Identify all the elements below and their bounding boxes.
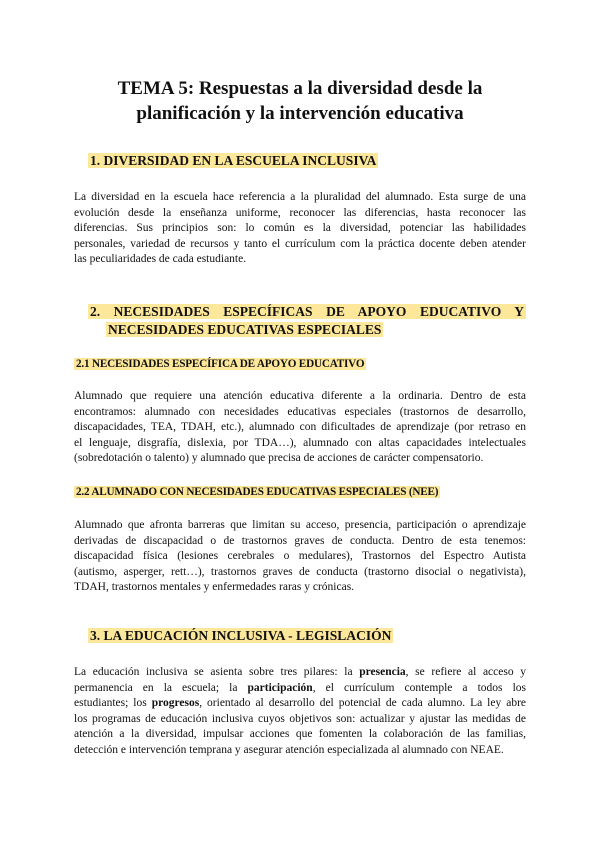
text-run: , el currículum contemple a todos los <box>312 681 526 694</box>
title-line-2: planificación y la intervención educativa <box>136 103 464 124</box>
section-1-heading <box>88 152 378 170</box>
paragraph-line: Alumnado que requiere una atención educativa diferente a la ordinaria. Dentro de esta <box>74 390 526 402</box>
section-2-heading-line-1: 2. NECESIDADES ESPECÍFICAS DE APOYO EDUCATIVO Y <box>90 304 524 319</box>
paragraph-line: (autismo, asperger, rett…), trastornos graves de conducta (trastorno disocial o negativista), <box>74 565 526 578</box>
section-1-paragraph <box>74 190 526 268</box>
section-3-heading-text: 3. LA EDUCACIÓN INCLUSIVA - LEGISLACIÓN <box>90 628 392 643</box>
paragraph-line: La diversidad en la escuela hace referencia a la pluralidad del alumnado. Esta surge de una <box>74 191 526 203</box>
section-3-paragraph <box>74 665 526 758</box>
text-run: La educación inclusiva se asienta sobre tres pilares: la <box>74 666 360 678</box>
paragraph-line <box>74 681 526 697</box>
paragraph-line: personales, variedad de recursos y tanto el currículum com la práctica docente deben atender <box>74 237 526 250</box>
keyword-presencia: presencia <box>359 666 406 678</box>
subsection-2-1-heading <box>74 357 366 372</box>
title-line-1: TEMA 5: Respuestas a la diversidad desde la <box>117 78 483 99</box>
paragraph-line: diferencias. Sus principios son: lo común es la diversidad, potenciar las habilidades <box>74 222 526 234</box>
text-run: , orientado al desarrollo del potencial de cada alumno. La ley abre <box>199 697 526 709</box>
text-run: estudiantes; los <box>74 697 152 709</box>
paragraph-line: derivadas de discapacidad o de trastornos graves de conducta. Dentro de esta tenemos: <box>74 534 526 547</box>
paragraph-line: discapacidades, TEA, TDAH, etc.), alumnado con dificultades de aprendizaje (por retraso en <box>74 421 526 433</box>
text-run: , se refiere al acceso y <box>405 666 526 678</box>
paragraph-line: detección e intervención temprana y asegurar atención especializada al alumnado con NEAE. <box>74 743 504 756</box>
keyword-participacion: participación <box>247 681 313 694</box>
paragraph-line <box>74 665 526 681</box>
paragraph-line: Alumnado que afronta barreras que limitan su acceso, presencia, participación o aprendizaje <box>74 519 526 531</box>
section-2-heading <box>88 303 526 339</box>
paragraph-line: TDAH, trastornos mentales y enfermedades raras y crónicas. <box>74 581 355 593</box>
paragraph-line: encontramos: alumnado con necesidades educativas especiales (trastornos de desarrollo, <box>74 405 526 418</box>
subsection-2-1-heading-text: 2.1 NECESIDADES ESPECÍFICA DE APOYO EDUCATIVO <box>76 358 365 370</box>
paragraph-line: el lenguaje, disgrafía, dislexia, por TDA…), alumnado con altas capacidades intelectuales <box>74 436 526 449</box>
subsection-2-2-paragraph <box>74 518 526 596</box>
subsection-2-1-paragraph <box>74 389 526 467</box>
paragraph-line: discapacidad física (lesiones cerebrales o medulares), Trastornos del Espectro Autista <box>74 550 526 562</box>
page-title <box>80 76 520 126</box>
subsection-2-2-heading <box>74 485 440 500</box>
paragraph-line: atención a la diversidad, impulsar acciones que fomenten la colaboración de las familias, <box>74 728 526 740</box>
paragraph-line <box>74 696 526 712</box>
keyword-progresos: progresos <box>151 697 200 709</box>
subsection-2-2-heading-text: 2.2 ALUMNADO CON NECESIDADES EDUCATIVAS ESPECIALES (NEE) <box>76 486 439 498</box>
section-2-heading-line-2: NECESIDADES EDUCATIVAS ESPECIALES <box>108 322 382 337</box>
section-1-heading-text: 1. DIVERSIDAD EN LA ESCUELA INCLUSIVA <box>90 153 377 168</box>
paragraph-line: los programas de educación inclusiva cuyos objetivos son: actualizar y ajustar las medidas de <box>74 712 526 725</box>
paragraph-line: evolución desde la enseñanza uniforme, reconocer las diferencias, hasta reconocer las <box>74 206 526 219</box>
text-run: permanencia en la escuela; la <box>74 681 248 694</box>
paragraph-line: (sobredotación o talento) y alumnado que precisa de acciones de carácter compensatorio. <box>74 452 484 464</box>
section-3-heading <box>88 627 393 645</box>
paragraph-line: las peculiaridades de cada estudiante. <box>74 253 247 265</box>
